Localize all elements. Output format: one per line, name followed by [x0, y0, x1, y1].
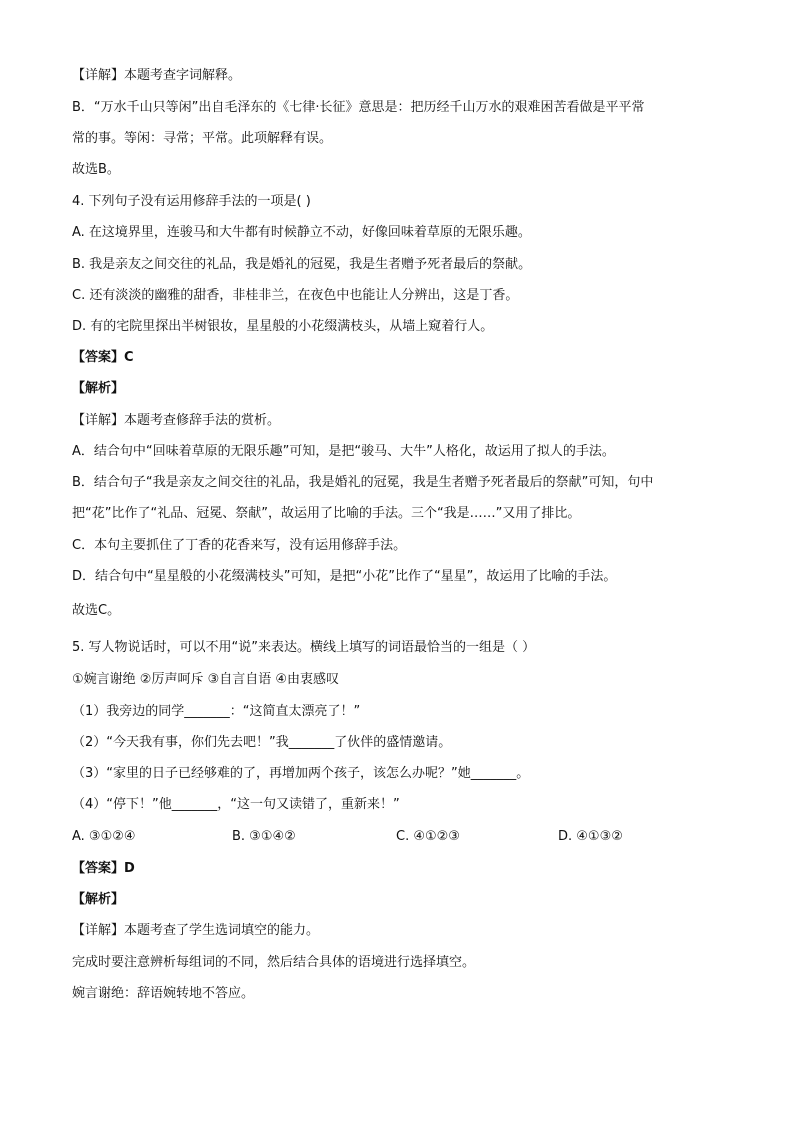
q5-answer: 【答案】D	[72, 861, 135, 876]
q4-option-c: C. 还有淡淡的幽雅的甜香，非桂非兰，在夜色中也能让人分辨出，这是丁香。	[72, 288, 519, 303]
q5-option-b: B. ③①④②	[232, 829, 296, 844]
q4-conclusion: 故选C。	[72, 603, 121, 618]
q5-word-definition: 婉言谢绝：辞语婉转地不答应。	[72, 986, 255, 1001]
q5-detail: 【详解】本题考查了学生选词填空的能力。	[72, 923, 320, 938]
q5-sentence-3: （3）“家里的日子已经够难的了，再增加两个孩子，该怎么办呢？”她_______。	[72, 766, 530, 781]
conclusion-line: 故选B。	[72, 162, 120, 177]
q4-option-a: A. 在这境界里，连骏马和大牛都有时候静立不动，好像回味着草原的无限乐趣。	[72, 225, 531, 240]
explanation-b-line-2: 常的事。等闲：寻常；平常。此项解释有误。	[72, 131, 333, 146]
q4-analysis-b-2: 把“花”比作了“礼品、冠冕、祭献”，故运用了比喻的手法。三个“我是……”又用了排比。	[72, 506, 581, 521]
detail-line: 【详解】本题考查字词解释。	[72, 68, 242, 83]
q5-analysis-heading: 【解析】	[72, 892, 125, 907]
question-4-title: 4. 下列句子没有运用修辞手法的一项是( )	[72, 194, 311, 209]
q5-word-choices: ①婉言谢绝 ②厉声呵斥 ③自言自语 ④由衷感叹	[72, 672, 340, 687]
q4-analysis-a: A．结合句中“回味着草原的无限乐趣”可知，是把“骏马、大牛”人格化，故运用了拟人的手法。	[72, 444, 615, 459]
q5-option-c: C. ④①②③	[396, 829, 460, 844]
question-5-title: 5. 写人物说话时，可以不用“说”来表达。横线上填写的词语最恰当的一组是（ ）	[72, 640, 536, 655]
q4-analysis-d: D．结合句中“星星般的小花缀满枝头”可知，是把“小花”比作了“星星”，故运用了比喻的手法。	[72, 569, 617, 584]
q5-sentence-4: （4）“停下！”他_______，“这一句又读错了，重新来！”	[72, 797, 400, 812]
explanation-b-line-1: B．“万水千山只等闲”出自毛泽东的《七律·长征》意思是：把历经千山万水的艰难困苦看做是平平常	[72, 100, 645, 115]
q5-method: 完成时要注意辨析每组词的不同，然后结合具体的语境进行选择填空。	[72, 955, 476, 970]
q5-sentence-2: （2）“今天我有事，你们先去吧！”我_______了伙伴的盛情邀请。	[72, 735, 452, 750]
q4-analysis-heading: 【解析】	[72, 381, 125, 396]
q4-analysis-b-1: B．结合句子“我是亲友之间交往的礼品，我是婚礼的冠冕，我是生者赠予死者最后的祭献”可知，句中	[72, 475, 654, 490]
q4-option-d: D. 有的宅院里探出半树银妆，星星般的小花缀满枝头，从墙上窥着行人。	[72, 319, 494, 334]
q5-sentence-1: （1）我旁边的同学_______：“这简直太漂亮了！”	[72, 704, 361, 719]
q5-option-a: A. ③①②④	[72, 829, 136, 844]
q5-option-d: D. ④①③②	[558, 829, 623, 844]
q4-analysis-c: C．本句主要抓住了丁香的花香来写，没有运用修辞手法。	[72, 538, 407, 553]
q4-option-b: B. 我是亲友之间交往的礼品，我是婚礼的冠冕，我是生者赠予死者最后的祭献。	[72, 257, 532, 272]
q4-detail: 【详解】本题考查修辞手法的赏析。	[72, 413, 281, 428]
q4-answer: 【答案】C	[72, 350, 134, 365]
